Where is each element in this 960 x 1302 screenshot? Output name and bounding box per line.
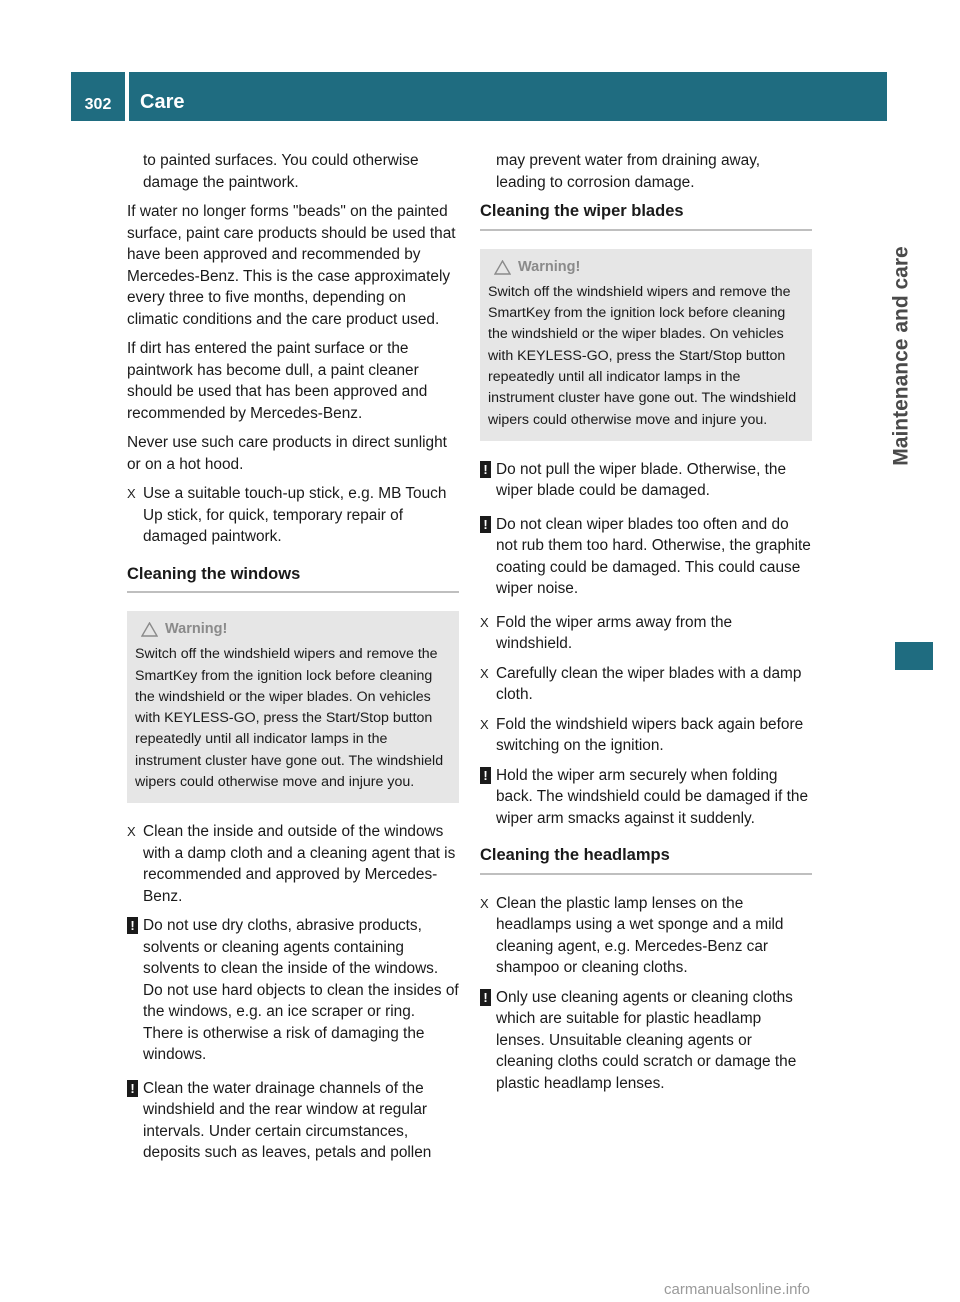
paragraph: If dirt has entered the paint surface or the paintwork has become dull, a paint cleaner should be used that has been approved and recommended by Mercedes-Benz. (127, 340, 428, 422)
exclamation-icon: ! (127, 917, 138, 934)
warning-header (488, 257, 804, 278)
note-text: Hold the wiper arm securely when folding back. The windshield could be damaged if the wiper arm smacks against it suddenly. (496, 766, 809, 827)
watermark: carmanualsonline.info (664, 1281, 810, 1298)
note-text: Clean the water drainage channels of the windshield and the rear window at regular intervals. Under certain circumstances, deposits such as leaves, petals and pollen (143, 1079, 432, 1162)
section-side-label: Maintenance and care (890, 246, 914, 466)
caution-note (480, 459, 812, 502)
warning-box (127, 611, 459, 803)
warning-title: Warning! (165, 621, 228, 637)
warning-header (135, 619, 451, 640)
exclamation-icon: ! (480, 461, 491, 478)
caution-note (127, 1078, 459, 1164)
page-title: Care (140, 91, 185, 113)
section-tab-marker (895, 642, 933, 670)
step-text: Clean the inside and outside of the windows with a damp cloth and a cleaning agent that is recommended and approved by Mercedes-Benz. (143, 823, 456, 905)
caution-note (480, 514, 812, 600)
step-marker-icon: X (480, 895, 489, 911)
step-text: Fold the wiper arms away from the windshield. (496, 613, 733, 653)
warning-text: Switch off the windshield wipers and remove the SmartKey from the ignition lock before cleaning the windshield or the wiper blades. On vehicles with KEYLESS-GO, press the Start/Stop button repeatedly until all indicator lamps in the instrument cluster have gone out. The windshield wipers could otherwise move and injure you. (488, 283, 797, 428)
warning-triangle-icon (494, 260, 511, 275)
note-text: Only use cleaning agents or cleaning cloths which are suitable for plastic headlamp lenses. Unsuitable cleaning agents or cleaning cloths could scratch or damage the plastic headlamp lenses. (496, 988, 797, 1092)
step-text: Fold the windshield wipers back again before switching on the ignition. (496, 715, 804, 755)
caution-note (480, 987, 812, 1095)
header-divider (125, 72, 129, 121)
exclamation-icon: ! (480, 767, 491, 784)
instruction-step (480, 893, 812, 979)
step-marker-icon: X (127, 486, 136, 501)
instruction-step (127, 821, 459, 907)
note-text: Do not use dry cloths, abrasive products, solvents or cleaning agents containing solvents to clean the inside of the windows. Do not use hard objects to clean the insides of the windows, e.g. an ice scraper or ring. There is otherwise a risk of damaging the windows. (143, 917, 459, 1064)
header-bar (71, 72, 887, 121)
right-column (480, 150, 812, 1106)
warning-text: Switch off the windshield wipers and remove the SmartKey from the ignition lock before cleaning the windshield or the wiper blades. On vehicles with KEYLESS-GO, press the Start/Stop button repeatedly until all indicator lamps in the instrument cluster have gone out. The windshield wipers could otherwise move and injure you. (135, 646, 444, 791)
note-text: Do not clean wiper blades too often and do not rub them too hard. Otherwise, the graphite coating could be damaged. This could cause wiper noise. (496, 515, 811, 598)
paragraph: may prevent water from draining away, leading to corrosion damage. (496, 152, 761, 191)
left-column (127, 150, 459, 1176)
page-number: 302 (84, 96, 112, 113)
instruction-step (480, 714, 812, 757)
instruction-step (480, 612, 812, 655)
warning-triangle-icon (141, 622, 158, 637)
step-marker-icon: X (480, 614, 489, 630)
caution-note (127, 915, 459, 1066)
section-heading: Cleaning the wiper blades (480, 201, 812, 231)
step-text: Use a suitable touch-up stick, e.g. MB Touch Up stick, for quick, temporary repair of damaged paintwork. (143, 485, 447, 545)
exclamation-icon: ! (127, 1080, 138, 1097)
section-heading: Cleaning the windows (127, 564, 459, 594)
paragraph: If water no longer forms "beads" on the painted surface, paint care products should be used that have been approved and recommended by Mercedes-Benz. This is the case approximately every three to five months, depending on climatic conditions and the care product used. (127, 203, 456, 328)
section-heading: Cleaning the headlamps (480, 845, 812, 875)
step-marker-icon: X (480, 665, 489, 681)
instruction-step (127, 483, 459, 548)
step-text: Clean the plastic lamp lenses on the headlamps using a wet sponge and a mild cleaning agent, e.g. Mercedes-Benz car shampoo or cleaning cloths. (496, 894, 784, 977)
exclamation-icon: ! (480, 989, 491, 1006)
exclamation-icon: ! (480, 516, 491, 533)
caution-note (480, 765, 812, 830)
step-marker-icon: X (127, 824, 136, 840)
warning-box (480, 249, 812, 441)
warning-title: Warning! (518, 258, 581, 275)
note-text: Do not pull the wiper blade. Otherwise, the wiper blade could be damaged. (496, 460, 787, 500)
step-text: Carefully clean the wiper blades with a damp cloth. (496, 664, 802, 704)
paragraph: to painted surfaces. You could otherwise damage the paintwork. (143, 152, 419, 191)
instruction-step (480, 663, 812, 706)
paragraph: Never use such care products in direct sunlight or on a hot hood. (127, 434, 447, 473)
step-marker-icon: X (480, 716, 489, 732)
